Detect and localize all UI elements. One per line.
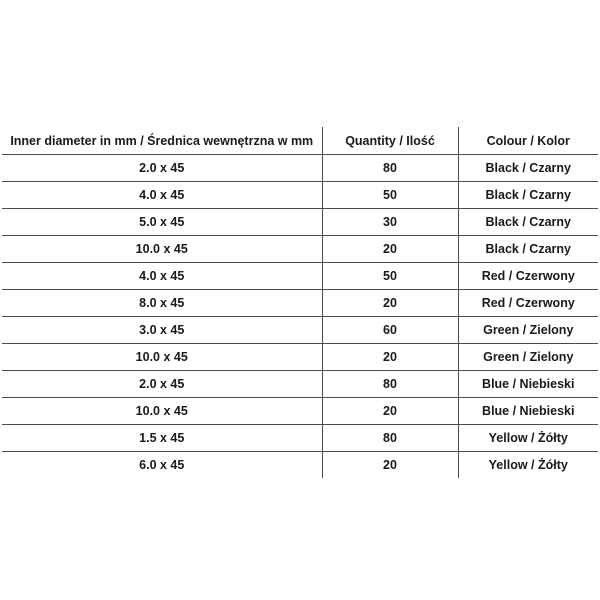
cell-inner-diameter: 5.0 x 45 [2,209,322,236]
cell-inner-diameter: 6.0 x 45 [139,458,185,472]
cell-quantity: 80 [322,425,458,452]
cell-colour: Yellow / Żółty [458,425,598,452]
cell-quantity: 50 [322,182,458,209]
cell-quantity: 80 [322,155,458,182]
header-quantity: Quantity / Ilość [322,127,458,155]
cell-colour: Blue / Niebieski [458,398,598,425]
cell-inner-diameter: 8.0 x 45 [2,290,322,317]
cell-colour: Yellow / Żółty [458,452,598,479]
cell-inner-diameter: 4.0 x 45 [2,182,322,209]
cell-quantity: 20 [322,398,458,425]
header-inner-diameter: Inner diameter in mm / Średnica wewnętrzna w mm [2,127,322,155]
cell-quantity: 20 [322,290,458,317]
table-body [2,155,598,479]
cell-colour: Black / Czarny [458,209,598,236]
header-row [2,127,598,155]
table-header [2,127,598,155]
cell-colour: Green / Zielony [458,317,598,344]
cell-colour: Black / Czarny [458,236,598,263]
table-row [2,344,598,371]
cell-inner-diameter: 3.0 x 45 [2,317,322,344]
cell-quantity: 30 [322,209,458,236]
cell-inner-diameter: 2.0 x 45 [2,371,322,398]
table-row [2,317,598,344]
cell-quantity: 50 [322,263,458,290]
table-row [2,236,598,263]
cell-quantity: 20 [322,452,458,479]
cell-inner-diameter: 10.0 x 45 [2,398,322,425]
table-row [2,398,598,425]
table-row [2,425,598,452]
cell-quantity: 80 [322,371,458,398]
table-row [2,182,598,209]
cell-colour: Red / Czerwony [458,290,598,317]
table-row [2,371,598,398]
specification-table [2,127,598,478]
cell-colour: Green / Zielony [458,344,598,371]
cell-inner-diameter: 10.0 x 45 [2,236,322,263]
cell-colour: Red / Czerwony [458,263,598,290]
table-row [2,290,598,317]
cell-inner-diameter: 10.0 x 45 [2,344,322,371]
table-row [2,155,598,182]
table-row [2,452,598,479]
table-row [2,263,598,290]
cell-quantity: 60 [322,317,458,344]
cell-inner-diameter: 2.0 x 45 [2,155,322,182]
cell-inner-diameter: 4.0 x 45 [2,263,322,290]
table-row [2,209,598,236]
cell-quantity: 20 [322,236,458,263]
header-colour: Colour / Kolor [458,127,598,155]
cell-inner-diameter: 1.5 x 45 [2,425,322,452]
cell-colour: Black / Czarny [458,182,598,209]
cell-colour: Black / Czarny [458,155,598,182]
cell-colour: Blue / Niebieski [458,371,598,398]
cell-quantity: 20 [322,344,458,371]
